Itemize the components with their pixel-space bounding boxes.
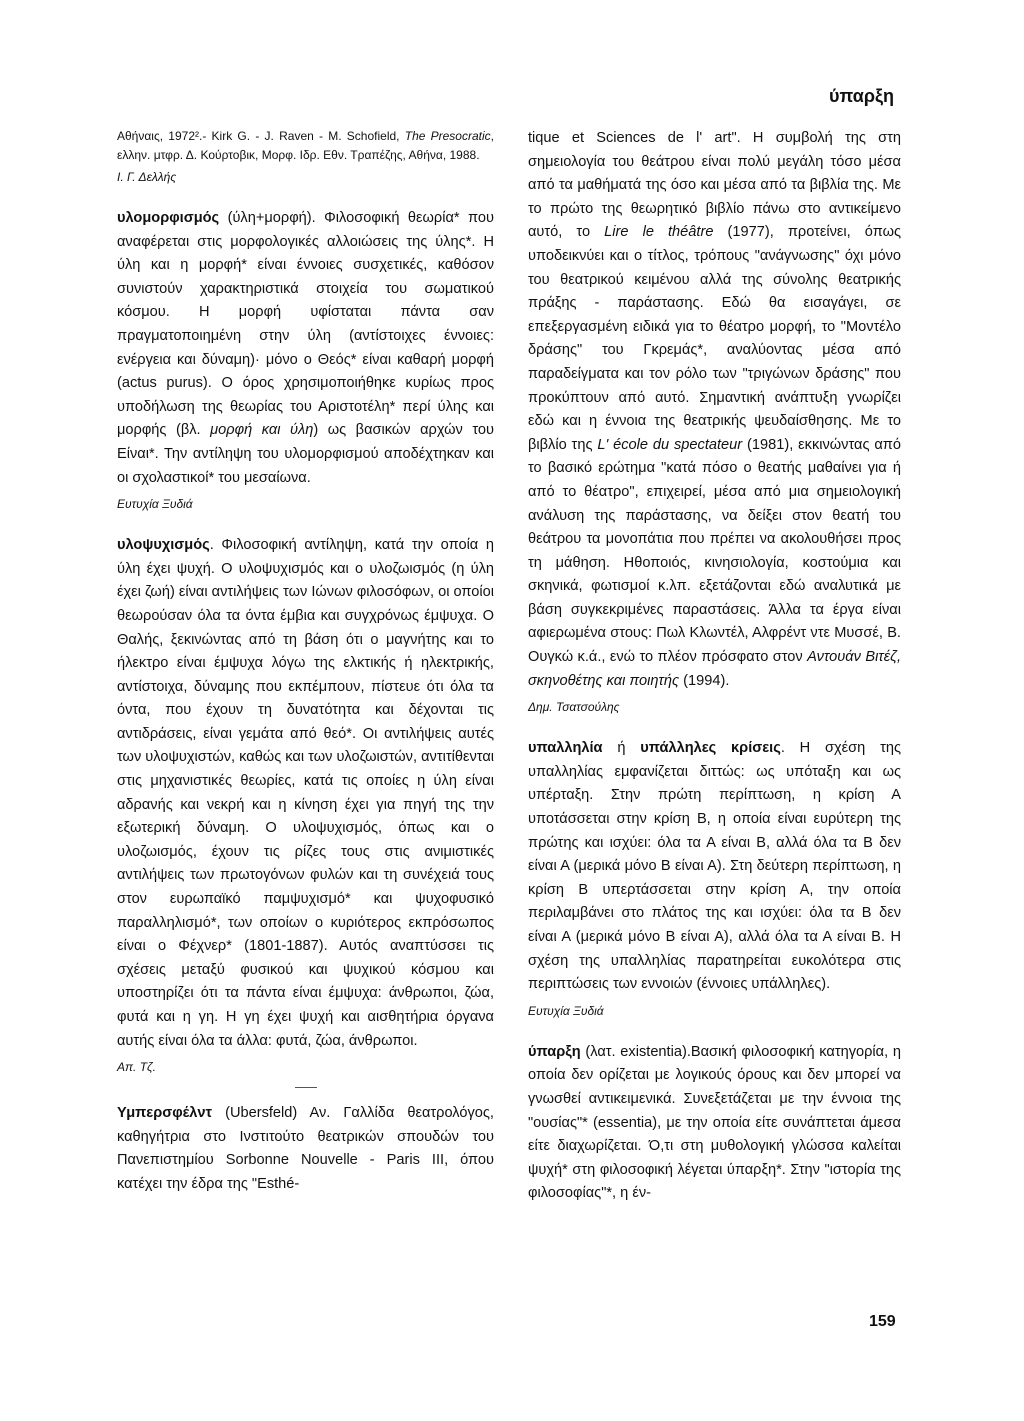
entry-signature: Ευτυχία Ξυδιά — [117, 497, 193, 512]
bibliography-reference — [117, 127, 494, 165]
right-column — [528, 127, 901, 1210]
entry-ypallilia — [528, 737, 901, 997]
entry-signature: Δημ. Τσατσούλης — [528, 700, 620, 715]
entry-signature: Ευτυχία Ξυδιά — [528, 1003, 604, 1018]
entry-ubersfeld — [117, 1102, 494, 1196]
entry-headword: υλοψυχισμός — [117, 537, 210, 554]
entry-text-2: ) ως βασικών αρχών του Είναι*. Την αντίληψη του υλομορφισμού αποδέχτηκαν και οι σχολαστικοί* του μεσαίωνα. — [117, 422, 495, 486]
entry-yparxi — [528, 1041, 901, 1206]
book-title-3: Αντουάν Βιτέζ, σκηνοθέτης και ποιητής — [528, 649, 901, 689]
reference-text-2: , ελλην. μτφρ. Δ. Κούρτοβικ, Μορφ. Ιδρ. Εθν. Τραπέζης, Αθήνα, 1988. — [117, 129, 494, 162]
entry-headword: υπαλληλία — [528, 740, 603, 757]
entry-headword: ύπαρξη — [528, 1043, 581, 1060]
left-column — [117, 127, 494, 1201]
reference-title: The Presocratic — [404, 129, 491, 143]
page-number: 159 — [869, 1313, 896, 1330]
reference-signature: Ι. Γ. Δελλής — [117, 170, 177, 184]
entry-text-3: (1981), εκκινώντας από το βασικό ερώτημα "κατά πόσο ο θεατής μαθαίνει για ή από το θέατρο", επιχειρεί, μέσα από μια σημειολογική ανάλυση της παράστασης, να δείξει στον θεατή του θεάτρου τα μονοπάτια που πρέπει να ακολουθήσει προς τη μάθηση. Ηθοποιός, κινησιολογία, κοστούμια και σκηνικά, φωτισμοί κ.λπ. εξετάζονται εδώ αναλυτικά με βάση συγκεκριμένες παραστάσεις. Άλλα τα έργα είναι αφιερωμένα στους: Πωλ Κλωντέλ, Αλφρέντ ντε Μυσσέ, Β. Ουγκώ κ.ά., ενώ το πλέον πρόσφατο στον — [528, 436, 901, 666]
entry-text: . Φιλοσοφική αντίληψη, κατά την οποία η ύλη έχει ψυχή. Ο υλοψυχισμός και ο υλοζωισμός (η ύλη έχει ζωή) είναι αντιλήψεις των Ιώνων φιλοσόφων, οι οποίοι θεωρούσαν όλα τα όντα έμβια και συγχρόνως έμψυχα. Ο Θαλής, ξεκινώντας από τη βάση ότι ο μαγνήτης και το ήλεκτρο είναι έμψυχα λόγω της ελκτικής ή ηλεκτρικής, αντίστοιχα, δύναμης που εκπέμπουν, πίστευε ότι όλα τα όντα, που έχουν τη δυνατότητα και δέχονται τις αντιδράσεις, είναι γεμάτα από θεό*. Οι αντιλήψεις αυτές των υλοψυχιστών, καθώς και των υλοζωιστών, αντιτίθενται στις μηχανιστικές θεωρίες, κατά τις οποίες η ύλη είναι αδρανής και νεκρή και η κίνηση έχει για πηγή της την εξωτερική δύναμη. Ο υλοψυχισμός, όπως και ο υλοζωισμός, έχουν τις ρίζες τους στις ανιμιστικές αντιλήψεις των πρωτογόνων φυλών και τη συνέχειά τους στον ευρωπαϊκό παμψυχισμό* και ψυχοφυσικό παραλληλισμό*, των οποίων ο κυριότερος εκπρόσωπος είναι ο Φέχνερ* (1801-1887). Αυτός αναπτύσσει τις σχέσεις μεταξύ φυσικού και ψυχικού κόσμου και υποστηρίζει ότι τα πάντα είναι έμψυχα: άνθρωποι, ζώα, φυτά και η γη. Η γη έχει ψυχή και αισθητήρια όργανα αυτής είναι όλα τα άλλα: φυτά, ζώα, άνθρωποι. — [117, 537, 495, 1049]
entry-connector: ή — [602, 740, 641, 757]
entry-ubersfeld-continued — [528, 127, 901, 693]
entry-headword: Υμπερσφέλντ — [117, 1105, 213, 1122]
entry-text: (λατ. existentia).Βασική φιλοσοφική κατηγορία, η οποία δεν ορίζεται με λογικούς όρους και δεν μπορεί να γνωσθεί αντικειμενικά. Συνεξετάζεται με την έννοια της "ουσίας"* (essentia), με την οποία είτε συνάπτεται άμεσα είτε διαχωρίζεται. Ό,τι στη μυθολογική γλώσσα καλείται ψυχή* στη φιλοσοφική λέγεται ύπαρξη*. Στην "ιστορία της φιλοσοφίας"*, η έν- — [528, 1043, 901, 1202]
entry-text: . Η σχέση της υπαλληλίας εμφανίζεται διττώς: ως υπόταξη και ως υπέρταξη. Στην πρώτη περίπτωση, η κρίση Α υποτάσσεται στην κρίση Β, η οποία είναι ευρύτερη της πρώτης και ισχύει: όλα τα Α είναι Β, αλλά όλα τα Β δεν είναι Α (μερικά μόνο Β είναι Α). Στη δεύτερη περίπτωση, η κρίση Β υπερτάσσεται στην κρίση Α, την οποία περιλαμβάνει στο πλάτος της και ισχύει: όλα τα Β δεν είναι Α (μερικά μόνο Β είναι Α), αλλά όλα τα Α είναι Β. Η σχέση της υπαλληλίας παρατηρείται ευκολότερα στις περιπτώσεις των εννοιών (έννοιες υπάλληλες). — [528, 740, 901, 993]
reference-text: Αθήναις, 1972².- Kirk G. - J. Raven - M. Schofield, — [117, 129, 400, 143]
entry-headword: υλομορφισμός — [117, 210, 220, 226]
running-head: ύπαρξη — [829, 86, 894, 106]
entry-signature: Απ. Τζ. — [117, 1060, 156, 1075]
book-title: Lire le théâtre — [604, 224, 714, 241]
entry-headword-2: υπάλληλες κρίσεις — [640, 740, 781, 757]
entry-text: tique et Sciences de l' art". Η συμβολή της στη σημειολογία του θεάτρου είναι πολύ μεγάλη τόσο μέσα από τα μαθήματά της όσο και μέσα από τα βιβλία της. Με το πρώτο της θεωρητικό βιβλίο πάνω στο αντικείμενο αυτό, το — [528, 130, 901, 241]
entry-ylopsychismos — [117, 534, 494, 1053]
entry-ylomorfismos — [117, 207, 494, 490]
book-title-2: L' école du spectateur — [597, 436, 743, 453]
entry-text-2: (1977), προτείνει, όπως υποδεικνύει και ο τίτλος, τρόπους "ανάγνωσης" όχι μόνο του θεατρικού κειμένου αλλά της σύνολης θεατρικής πράξης - παράστασης. Εδώ θα εισαγάγει, σε επεξεργασμένη ειδικά για το θέατρο μορφή, το "Μοντέλο δράσης" του Γκρεμάς*, αναλύοντας μέσα από παραδείγματα και τον ρόλο των "τριγώνων δράσης" που προκύπτουν από αυτό. Σημαντική ανάπτυξη γνωρίζει εδώ και η έννοια της θεατρικής ψευδαίσθησης. Με το βιβλίο της — [528, 224, 901, 453]
entry-text-4: (1994). — [679, 672, 730, 689]
section-divider — [295, 1087, 317, 1088]
entry-text: (Ubersfeld) Αν. Γαλλίδα θεατρολόγος, καθηγήτρια στο Ινστιτούτο θεατρικών σπουδών του Πανεπιστημίου Sorbonne Nouvelle - Paris III, όπου κατέχει την έδρα της "Esthé- — [117, 1105, 494, 1192]
entry-text: (ύλη+μορφή). Φιλοσοφική θεωρία* που αναφέρεται στις μορφολογικές αλλοιώσεις της ύλης*. Η ύλη και η μορφή* είναι έννοιες συσχετικές, καθόσον συνιστούν χαρακτηριστικά στοιχεία του σωματικού κόσμου. Η μορφή υφίσταται πάντα σαν πραγματοποιημένη στην ύλη (αντίστοιχες έννοιες: ενέργεια και δύναμη)· μόνο ο Θεός* είναι καθαρή μορφή (actus purus). Ο όρος χρησιμοποιήθηκε κυρίως προς υποδήλωση της θεωρίας του Αριστοτέλη* περί ύλης και μορφής (βλ. — [117, 210, 494, 439]
entry-italic-ref: μορφή και ύλη — [210, 422, 314, 439]
